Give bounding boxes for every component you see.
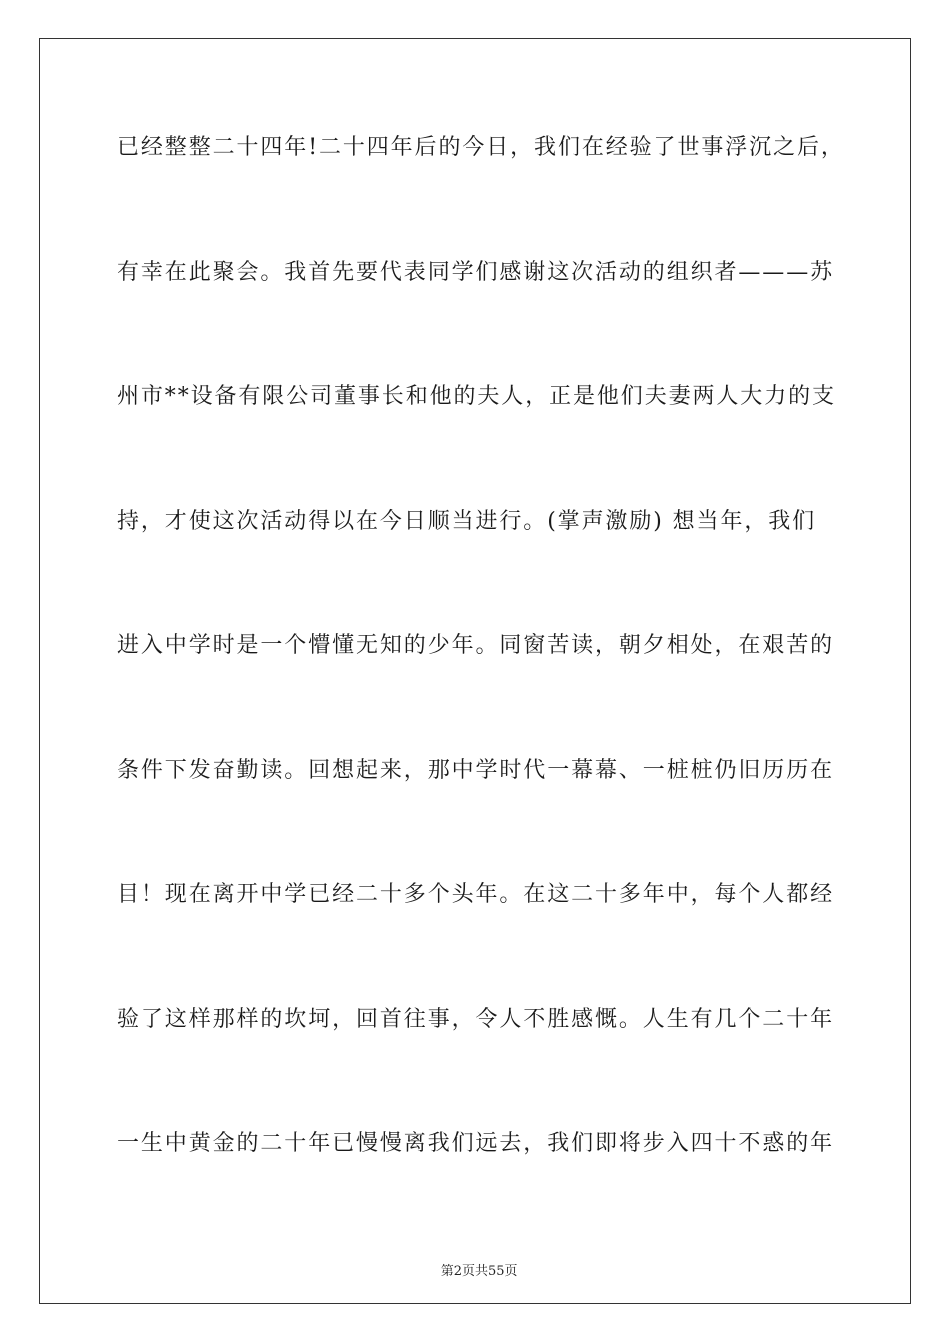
text-line: 有幸在此聚会。我首先要代表同学们感谢这次活动的组织者———苏 [117,259,835,285]
page-footer [0,1245,950,1279]
page-number: 第2页 [440,1264,475,1279]
text-line: 持，才使这次活动得以在今日顺当进行。(掌声激励) 想当年，我们 [117,508,817,534]
text-line: 进入中学时是一个懵懂无知的少年。同窗苦读，朝夕相处，在艰苦的 [117,633,835,658]
page-total: 共55页 [475,1264,518,1279]
text-line: 一生中黄金的二十年已慢慢离我们远去，我们即将步入四十不惑的年 [117,1131,835,1156]
text-line: 州市**设备有限公司董事长和他的夫人，正是他们夫妻两人大力的支 [117,384,836,409]
text-line: 目！现在离开中学已经二十多个头年。在这二十多年中，每个人都经 [117,882,835,907]
text-line: 验了这样那样的坎坷，回首往事，令人不胜感慨。人生有几个二十年 [117,1006,835,1032]
text-line: 已经整整二十四年!二十四年后的今日，我们在经验了世事浮沉之后， [117,135,845,160]
body-text [117,123,845,1244]
text-line: 条件下发奋勤读。回想起来，那中学时代一幕幕、一桩桩仍旧历历在 [117,757,835,783]
